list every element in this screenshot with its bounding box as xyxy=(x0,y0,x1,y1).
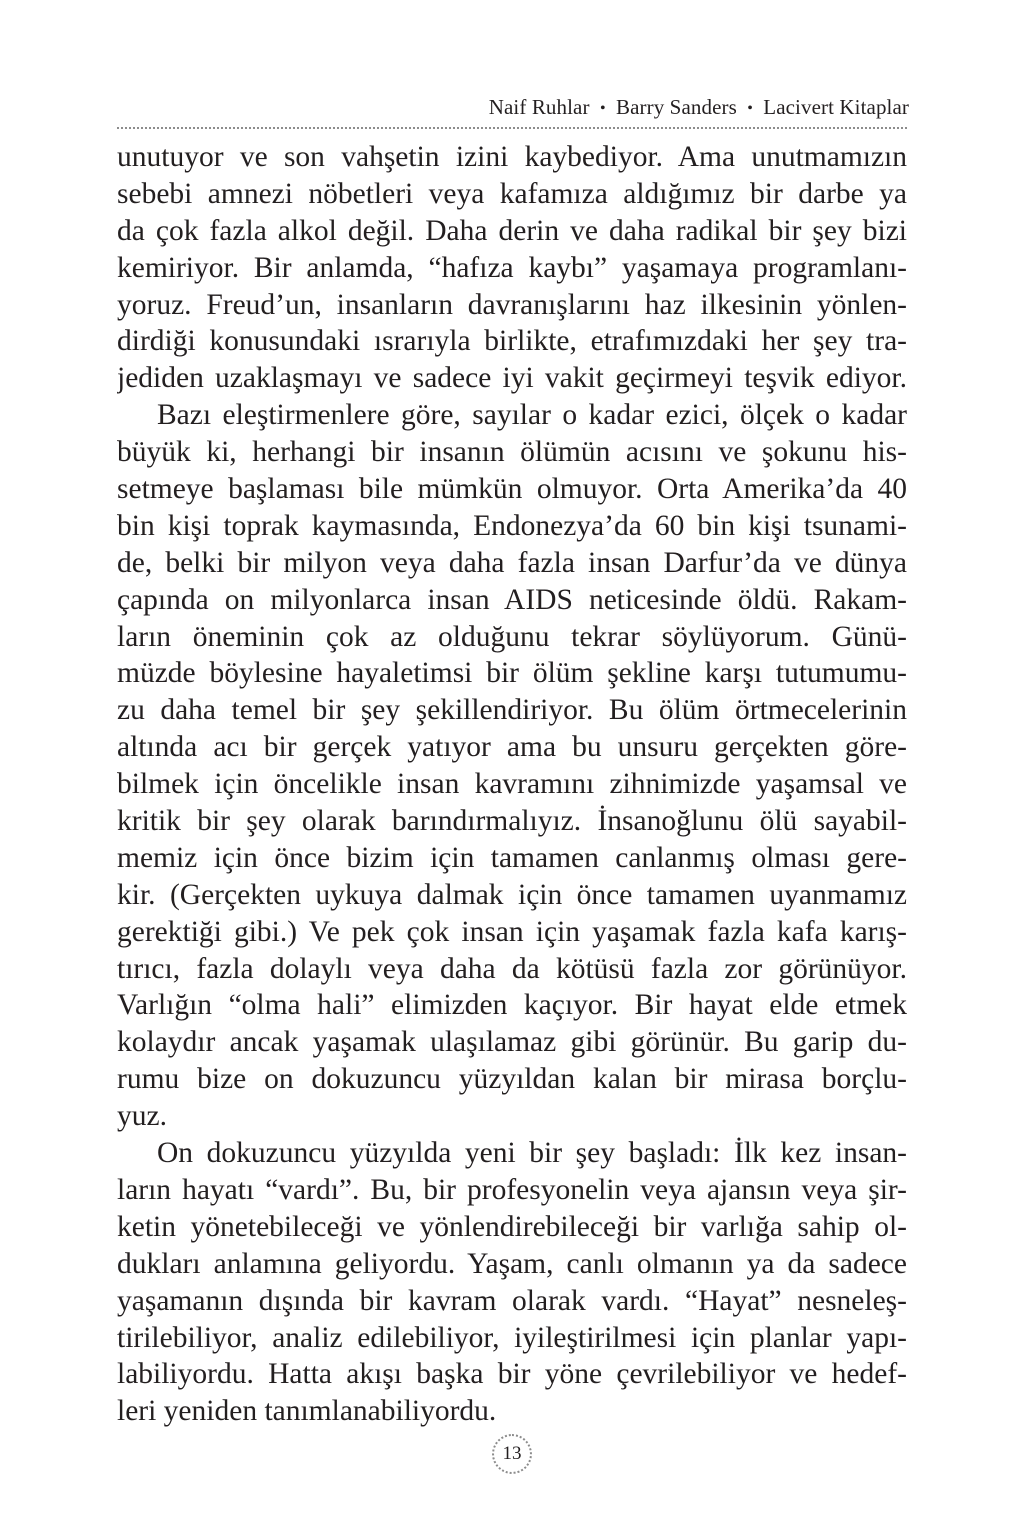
text-line: altında acı bir gerçek yatıyor ama bu unsuru gerçekten göre- xyxy=(117,731,907,764)
text-line: dirdiği konusundaki ısrarıyla birlikte, etrafımızdaki her şey tra- xyxy=(117,325,907,358)
body-text xyxy=(117,139,907,1430)
text-line: zu daha temel bir şey şekillendiriyor. Bu ölüm örtmecelerinin xyxy=(117,694,907,727)
text-line: tirilebiliyor, analiz edilebiliyor, iyileştirilmesi için planlar yapı- xyxy=(117,1321,907,1354)
text-line: kritik bir şey olarak barındırmalıyız. İnsanoğlunu ölü sayabil- xyxy=(117,805,907,838)
text-line: ların öneminin çok az olduğunu tekrar söylüyorum. Günü- xyxy=(117,620,907,653)
paragraph-last-line: leri yeniden tanımlanabiliyordu. xyxy=(117,1395,497,1428)
paragraph-last-line: yuz. xyxy=(117,1100,167,1133)
text-line: gerektiği gibi.) Ve pek çok insan için yaşamak fazla kafa karış- xyxy=(117,915,907,948)
text-line: dukları anlamına geliyordu. Yaşam, canlı olmanın ya da sadece xyxy=(117,1247,907,1280)
running-header xyxy=(115,95,909,120)
header-dotted-rule xyxy=(117,127,907,129)
text-line: kolaydır ancak yaşamak ulaşılamaz gibi görünür. Bu garip du- xyxy=(117,1026,907,1059)
text-line: tırıcı, fazla dolaylı veya daha da kötüsü fazla zor görünüyor. xyxy=(117,952,907,985)
text-line: setmeye başlaması bile mümkün olmuyor. Orta Amerika’da 40 xyxy=(117,473,907,506)
text-line: labiliyordu. Hatta akışı başka bir yöne çevrilebiliyor ve hedef- xyxy=(117,1358,907,1391)
text-line: büyük ki, herhangi bir insanın ölümün acısını ve şokunu his- xyxy=(117,436,907,469)
text-line: jediden uzaklaşmayı ve sadece iyi vakit geçirmeyi teşvik ediyor. xyxy=(117,362,907,395)
header-separator-1: • xyxy=(599,100,606,117)
text-line: de, belki bir milyon veya daha fazla insan Darfur’da ve dünya xyxy=(117,546,907,579)
text-line: çapında on milyonlarca insan AIDS neticesinde öldü. Rakam- xyxy=(117,583,907,616)
text-line: yaşamanın dışında bir kavram olarak vardı. “Hayat” nesneleş- xyxy=(117,1284,907,1317)
text-line: Varlığın “olma hali” elimizden kaçıyor. Bir hayat elde etmek xyxy=(117,989,907,1022)
text-line: kemiriyor. Bir anlamda, “hafıza kaybı” yaşamaya programlanı- xyxy=(117,251,907,284)
header-publisher: Lacivert Kitaplar xyxy=(763,95,909,119)
text-line: sebebi amnezi nöbetleri veya kafamıza aldığımız bir darbe ya xyxy=(117,177,907,210)
text-line: rumu bize on dokuzuncu yüzyıldan kalan bir mirasa borçlu- xyxy=(117,1063,907,1096)
text-line: bin kişi toprak kaymasında, Endonezya’da 60 bin kişi tsunami- xyxy=(117,509,907,542)
header-author: Barry Sanders xyxy=(616,95,737,119)
text-line: memiz için önce bizim için tamamen canlanmış olması gere- xyxy=(117,841,907,874)
text-line: da çok fazla alkol değil. Daha derin ve daha radikal bir şey bizi xyxy=(117,214,907,247)
page-number: 13 xyxy=(492,1434,532,1474)
text-line: bilmek için öncelikle insan kavramını zihnimizde yaşamsal ve xyxy=(117,768,907,801)
text-line: kir. (Gerçekten uykuya dalmak için önce tamamen uyanmamız xyxy=(117,878,907,911)
text-line: ların hayatı “vardı”. Bu, bir profesyonelin veya ajansın veya şir- xyxy=(117,1173,907,1206)
header-separator-2: • xyxy=(747,100,753,117)
text-line: yoruz. Freud’un, insanların davranışlarını haz ilkesinin yönlen- xyxy=(117,288,907,321)
paragraph-first-line: On dokuzuncu yüzyılda yeni bir şey başladı: İlk kez insan- xyxy=(157,1137,907,1170)
header-book-title: Naif Ruhlar xyxy=(488,95,590,119)
text-line: ketin yönetebileceği ve yönlendirebileceği bir varlığa sahip ol- xyxy=(117,1210,907,1243)
text-line: müzde böylesine hayaletimsi bir ölüm şekline karşı tutumumu- xyxy=(117,657,907,690)
paragraph-first-line: Bazı eleştirmenlere göre, sayılar o kadar ezici, ölçek o kadar xyxy=(157,399,907,432)
text-line: unutuyor ve son vahşetin izini kaybediyor. Ama unutmamızın xyxy=(117,141,907,173)
